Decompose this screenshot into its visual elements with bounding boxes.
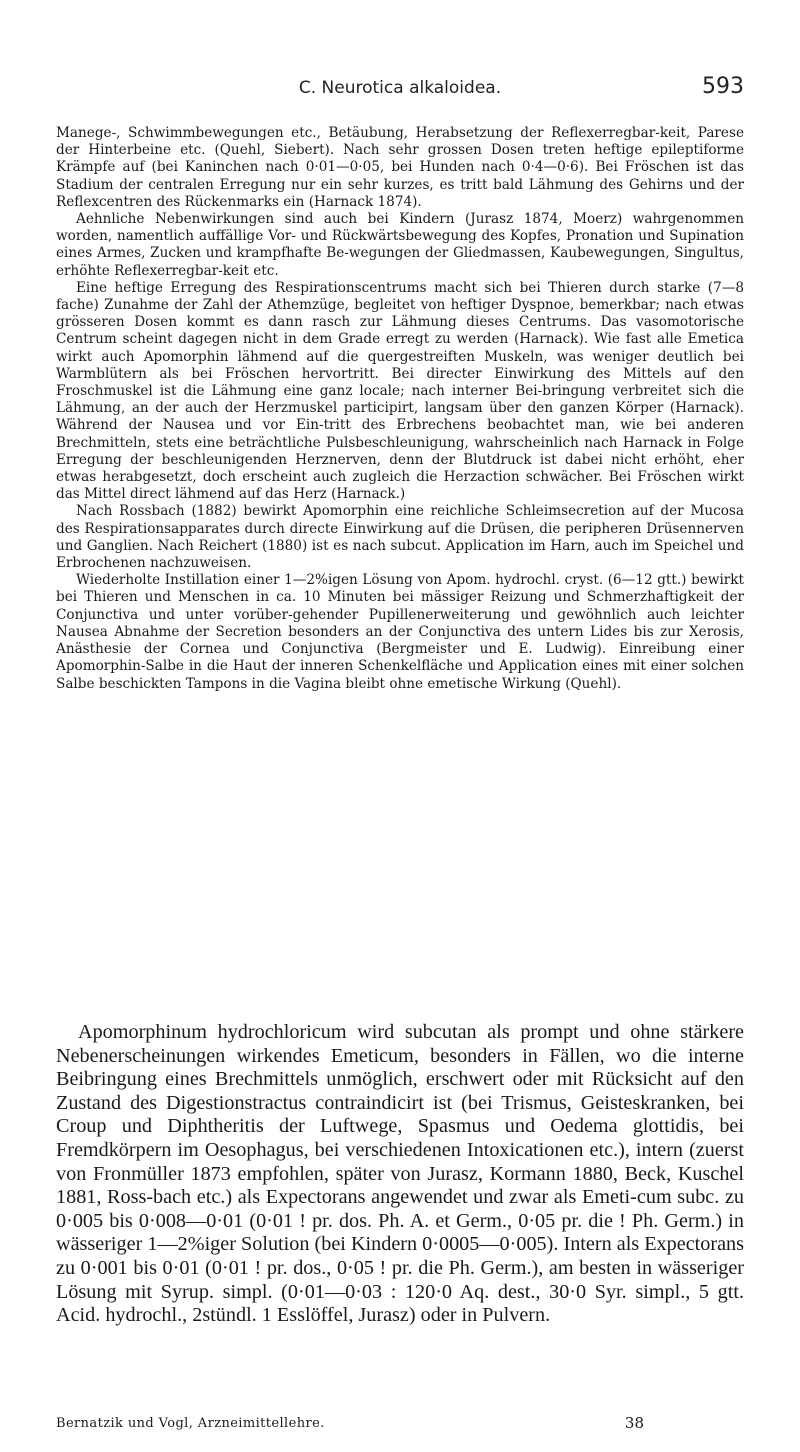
large-print-section [56,1021,744,1328]
sheet-number: 38 [624,1414,644,1432]
small-print-section [56,125,744,693]
paragraph-1: Manege-, Schwimmbewegungen etc., Betäubung, Herabsetzung der Reflexerregbar-keit, Parese der Hinterbeine etc. (Quehl, Siebert). Nach sehr grossen Dosen treten heftige epileptiforme Krämpfe auf (bei Kaninchen nach 0·01—0·05, bei Hunden nach 0·4—0·6). Bei Fröschen ist das Stadium der centralen Erregung nur ein sehr kurzes, es tritt bald Lähmung des Gehirns und der Reflexcentren des Rückenmarks ein (Harnack 1874). [56,125,744,210]
paragraph-4: Nach Rossbach (1882) bewirkt Apomorphin eine reichliche Schleimsecretion auf der Mucosa des Respirationsapparates durch directe Einwirkung auf die Drüsen, die peripheren Drüsennerven und Ganglien. Nach Reichert (1880) ist es nach subcut. Application im Harn, auch im Speichel und Erbrochenen nachzuweisen. [56,503,744,572]
page-header [56,74,744,106]
page-number: 593 [702,74,744,99]
paragraph-2: Aehnliche Nebenwirkungen sind auch bei Kindern (Jurasz 1874, Moerz) wahrgenommen worden, namentlich auffällige Vor- und Rückwärtsbewegung des Kopfes, Pronation und Supination eines Armes, Zucken und krampfhafte Be-wegungen der Gliedmassen, Kaubewegungen, Singultus, erhöhte Reflexerregbar-keit etc. [56,211,744,279]
paragraph-apomorphinum: Apomorphinum hydrochloricum wird subcutan als prompt und ohne stärkere Nebenerscheinungen wirkendes Emeticum, besonders in Fällen, wo die interne Beibringung eines Brechmittels unmöglich, erschwert oder mit Rücksicht auf den Zustand des Digestionstractus contraindicirt ist (bei Trismus, Geisteskranken, bei Croup und Diphtheritis der Luftwege, Spasmus und Oedema glottidis, bei Fremdkörpern im Oesophagus, bei verschiedenen Intoxicationen etc.), intern (zuerst von Fronmüller 1873 empfohlen, später von Jurasz, Kormann 1880, Beck, Kuschel 1881, Ross-bach etc.) als Expectorans angewendet und zwar als Emeti-cum subc. zu 0·005 bis 0·008—0·01 (0·01 ! pr. dos. Ph. A. et Germ., 0·05 pr. die ! Ph. Germ.) in wässeriger 1—2%iger Solution (bei Kindern 0·0005—0·005). Intern als Expectorans zu 0·001 bis 0·01 (0·01 ! pr. dos., 0·05 ! pr. die Ph. Germ.), am besten in wässeriger Lösung mit Syrup. simpl. (0·01—0·03 : 120·0 Aq. dest., 30·0 Syr. simpl., 5 gtt. Acid. hydrochl., 2stündl. 1 Esslöffel, Jurasz) oder in Pulvern. [56,1021,744,1327]
paragraph-3: Eine heftige Erregung des Respirationscentrums macht sich bei Thieren durch starke (7—8 fache) Zunahme der Zahl der Athemzüge, begleitet von heftiger Dyspnoe, bemerkbar; nach etwas grösseren Dosen kommt es dann rasch zur Lähmung dieses Centrums. Das vasomotorische Centrum scheint dagegen nicht in dem Grade erregt zu werden (Harnack). Wie fast alle Emetica wirkt auch Apomorphin lähmend auf die quergestreiften Muskeln, was weniger deutlich bei Warmblütern als bei Fröschen hervortritt. Bei directer Einwirkung des Mittels auf den Froschmuskel ist die Lähmung eine ganz locale; nach interner Bei-bringung verbreitet sich die Lähmung, an der auch der Herzmuskel participirt, langsam über den ganzen Körper (Harnack). Während der Nausea und vor Ein-tritt des Erbrechens beobachtet man, wie bei anderen Brechmitteln, stets eine beträchtliche Pulsbeschleunigung, wahrscheinlich nach Harnack in Folge Erregung der beschleunigenden Herznerven, denn der Blutdruck ist dabei nicht erhöht, eher etwas herabgesetzt, doch erscheint auch zugleich die Herzaction schwächer. Bei Fröschen wirkt das Mittel direct lähmend auf das Herz (Harnack.) [56,279,744,503]
paragraph-5: Wiederholte Instillation einer 1—2%igen Lösung von Apom. hydrochl. cryst. (6—12 gtt.) bewirkt bei Thieren und Menschen in ca. 10 Minuten bei mässiger Reizung und Schmerzhaftigkeit der Conjunctiva und unter vorüber-gehender Pupillenerweiterung und gewöhnlich auch leichter Nausea Abnahme der Secretion besonders an der Conjunctiva des untern Lides bis zur Xerosis, Anästhesie der Cornea und Conjunctiva (Bergmeister und E. Ludwig). Einreibung einer Apomorphin-Salbe in die Haut der inneren Schenkelfläche und Application eines mit einer solchen Salbe beschickten Tampons in die Vagina bleibt ohne emetische Wirkung (Quehl). [56,572,744,692]
page-footer [56,1414,744,1436]
running-title: C. Neurotica alkaloidea. [298,78,502,98]
publisher-line: Bernatzik und Vogl, Arzneimittellehre. [56,1416,325,1431]
